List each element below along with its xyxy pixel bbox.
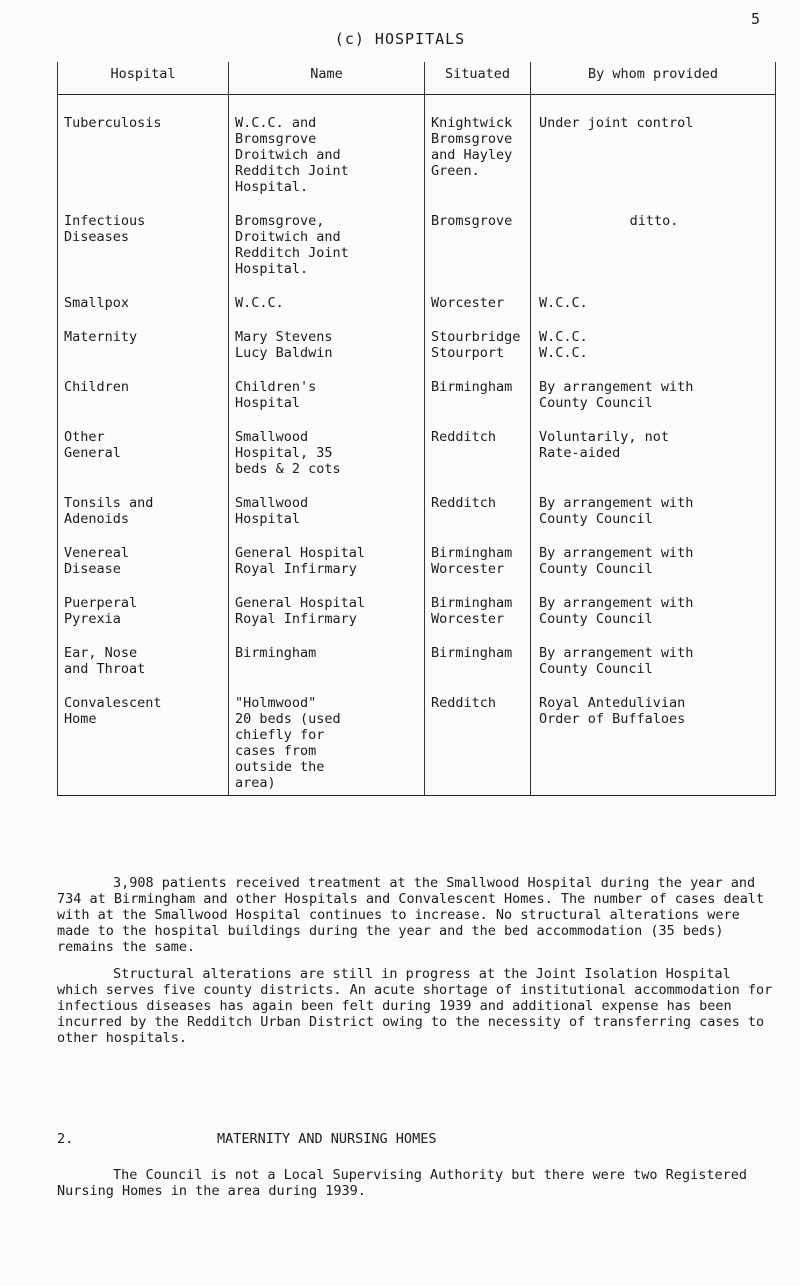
cell-hospital: Tuberculosis <box>58 95 229 196</box>
cell-provided-by: Royal Antedulivian Order of Buffaloes <box>531 677 776 796</box>
cell-hospital: Maternity <box>58 311 229 361</box>
column-header-provided-by: By whom provided <box>531 62 776 95</box>
cell-situated: Bromsgrove <box>425 195 531 277</box>
cell-provided-by: By arrangement with County Council <box>531 577 776 627</box>
cell-situated: Birmingham <box>425 361 531 411</box>
table-row <box>58 277 776 311</box>
cell-name: Birmingham <box>229 627 425 677</box>
cell-situated: Birmingham Worcester <box>425 527 531 577</box>
cell-name: Bromsgrove, Droitwich and Redditch Joint Hospital. <box>229 195 425 277</box>
paragraph-patients-treated: 3,908 patients received treatment at the Smallwood Hospital during the year and 734 at Birmingham and other Hospitals and Convalescent Homes. The number of cases dealt with at the Smallwood Hospital continues to increase. No structural alterations were made to the hospital buildings during the year and the bed accommodation (35 beds) remains the same. <box>57 875 765 955</box>
cell-provided-by: Under joint control <box>531 95 776 196</box>
table-row <box>58 577 776 627</box>
cell-provided-by: By arrangement with County Council <box>531 527 776 577</box>
table-row <box>58 477 776 527</box>
cell-provided-by: By arrangement with County Council <box>531 477 776 527</box>
table-row <box>58 195 776 277</box>
cell-hospital: Tonsils and Adenoids <box>58 477 229 527</box>
column-header-hospital: Hospital <box>58 62 229 95</box>
section-heading-maternity <box>57 1131 436 1147</box>
cell-provided-by: W.C.C. W.C.C. <box>531 311 776 361</box>
cell-name: Smallwood Hospital <box>229 477 425 527</box>
cell-situated: Redditch <box>425 677 531 796</box>
cell-situated: Birmingham Worcester <box>425 577 531 627</box>
cell-provided-by: Voluntarily, not Rate-aided <box>531 411 776 477</box>
cell-name: Mary Stevens Lucy Baldwin <box>229 311 425 361</box>
table-header-row <box>58 62 776 95</box>
cell-provided-by: By arrangement with County Council <box>531 627 776 677</box>
column-header-situated: Situated <box>425 62 531 95</box>
cell-situated: Redditch <box>425 477 531 527</box>
cell-provided-by: W.C.C. <box>531 277 776 311</box>
cell-name: General Hospital Royal Infirmary <box>229 577 425 627</box>
cell-situated: Knightwick Bromsgrove and Hayley Green. <box>425 95 531 196</box>
hospitals-table <box>57 62 776 796</box>
cell-hospital: Convalescent Home <box>58 677 229 796</box>
page-number: 5 <box>750 10 760 28</box>
cell-hospital: Smallpox <box>58 277 229 311</box>
cell-situated: Birmingham <box>425 627 531 677</box>
cell-situated: Redditch <box>425 411 531 477</box>
cell-name: Children's Hospital <box>229 361 425 411</box>
cell-name: W.C.C. <box>229 277 425 311</box>
cell-name: General Hospital Royal Infirmary <box>229 527 425 577</box>
cell-hospital: Infectious Diseases <box>58 195 229 277</box>
section-heading: (c) HOSPITALS <box>334 30 466 48</box>
cell-hospital: Ear, Nose and Throat <box>58 627 229 677</box>
cell-hospital: Puerperal Pyrexia <box>58 577 229 627</box>
table-row <box>58 95 776 196</box>
section-title: MATERNITY AND NURSING HOMES <box>217 1131 437 1147</box>
cell-hospital: Other General <box>58 411 229 477</box>
table-row <box>58 311 776 361</box>
cell-situated: Stourbridge Stourport <box>425 311 531 361</box>
paragraph-nursing-homes: The Council is not a Local Supervising Authority but there were two Registered Nursing Homes in the area during 1939. <box>57 1167 747 1199</box>
cell-name: Smallwood Hospital, 35 beds & 2 cots <box>229 411 425 477</box>
cell-provided-by: By arrangement with County Council <box>531 361 776 411</box>
cell-hospital: Venereal Disease <box>58 527 229 577</box>
cell-hospital: Children <box>58 361 229 411</box>
section-number: 2. <box>57 1131 74 1147</box>
table-row <box>58 527 776 577</box>
cell-name: W.C.C. and Bromsgrove Droitwich and Redditch Joint Hospital. <box>229 95 425 196</box>
table-row <box>58 627 776 677</box>
cell-provided-by: ditto. <box>531 195 776 277</box>
cell-name: "Holmwood" 20 beds (used chiefly for cases from outside the area) <box>229 677 425 796</box>
table-row <box>58 677 776 796</box>
paragraph-structural-alterations: Structural alterations are still in progress at the Joint Isolation Hospital which serves five county districts. An acute shortage of institutional accommodation for infectious diseases has again been felt during 1939 and additional expense has been incurred by the Redditch Urban District owing to the necessity of transferring cases to other hospitals. <box>57 966 773 1046</box>
table-row <box>58 361 776 411</box>
table-row <box>58 411 776 477</box>
column-header-name: Name <box>229 62 425 95</box>
cell-situated: Worcester <box>425 277 531 311</box>
